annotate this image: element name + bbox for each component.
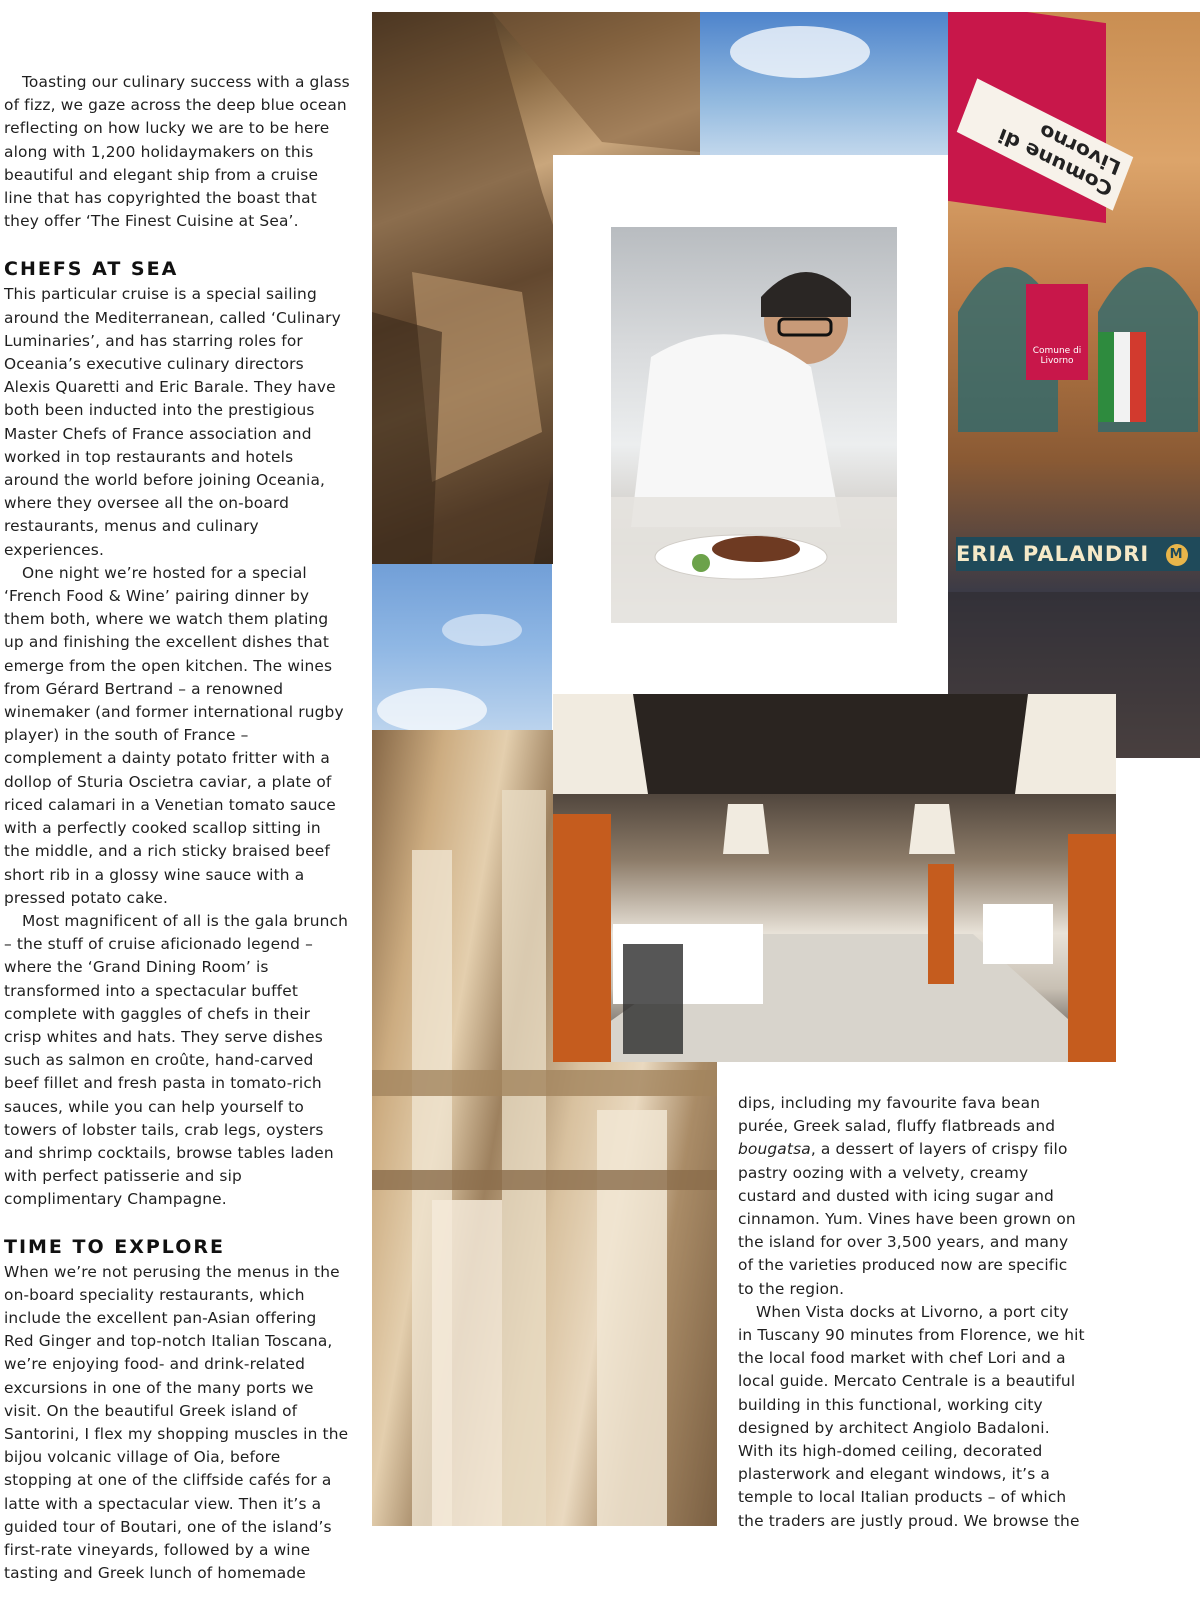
shop-sign <box>956 537 1200 571</box>
paragraph-text: dips, including my favourite fava bean purée, Greek salad, fluffy flatbreads and <box>738 1094 1056 1136</box>
grand-dining-room-photo <box>553 694 1116 1062</box>
chef-plating-photo <box>611 227 897 623</box>
paragraph: When we’re not perusing the menus in the on-board speciality restaurants, which include the excellent pan-Asian offering Red Ginger and top-notch Italian Toscana, we’re enjoying food- and drink-related excursions in one of the many ports we visit. On the beautiful Greek island of Santorini, I flex my shopping muscles in the bijou volcanic village of Oia, before stopping at one of the cliffside cafés for a latte with a spectacular view. Then it’s a guided tour of Boutari, one of the island’s first-rate vineyards, followed by a wine tasting and Greek lunch of homemade <box>4 1262 349 1583</box>
intro-paragraph: Toasting our culinary success with a glass of fizz, we gaze across the deep blue ocean reflecting on how lucky we are to be here along with 1,200 holidaymakers on this beautiful and elegant ship from a cruise line that has copyrighted the boast that they offer ‘The Finest Cuisine at Sea’. <box>4 73 350 231</box>
paragraph: Most magnificent of all is the gala brunch – the stuff of cruise aficionado legend – where the ‘Grand Dining Room’ is transformed into a spectacular buffet complete with gaggles of chefs in their crisp whites and hats. They serve dishes such as salmon en croûte, hand-carved beef fillet and fresh pasta in tomato-rich sauces, while you can help yourself to towers of lobster tails, crab legs, oysters and shrimp cocktails, browse tables laden with perfect patisserie and sip complimentary Champagne. <box>4 911 349 1209</box>
paragraph: This particular cruise is a special sailing around the Mediterranean, called ‘Culinary Luminaries’, and has starring roles for Oceania’s executive culinary directors Alexis Quaretti and Eric Barale. They have both been inducted into the prestigious Master Chefs of France association and worked in top restaurants and hotels around the world before joining Oceania, where they oversee all the on-board restaurants, menus and culinary experiences. <box>4 285 341 559</box>
left-text-column <box>4 71 350 1585</box>
paragraph-text: , a dessert of layers of crispy filo pastry oozing with a velvety, creamy custard and dusted with icing sugar and cinnamon. Yum. Vines have been grown on the island for over 3,500 years, and many of the varieties produced now are specific to the region. <box>738 1140 1076 1298</box>
paragraph <box>738 1092 1086 1301</box>
shop-sign-text: ERIA PALANDRI <box>956 542 1150 566</box>
small-livorno-banner <box>1026 284 1088 380</box>
heading-time-to-explore: TIME TO EXPLORE <box>4 1235 226 1258</box>
dining-room-graphic <box>553 694 1116 1062</box>
shop-logo-icon: M <box>1166 544 1188 566</box>
small-banner-text: Comune di Livorno <box>1032 346 1082 366</box>
italic-word: bougatsa <box>738 1140 811 1159</box>
paragraph: When Vista docks at Livorno, a port city in Tuscany 90 minutes from Florence, we hit the local food market with chef Lori and a local guide. Mercato Centrale is a beautiful building in this functional, working city designed by architect Angiolo Badaloni. With its high-domed ceiling, decorated plasterwork and elegant windows, it’s a temple to local Italian products – of which the traders are justly proud. We browse the <box>738 1302 1085 1530</box>
banner-text: Comune di Livorno <box>957 78 1134 210</box>
heading-chefs-at-sea: CHEFS AT SEA <box>4 258 179 281</box>
chef-graphic <box>611 227 897 623</box>
comune-di-livorno-banner <box>948 12 1124 223</box>
paragraph: One night we’re hosted for a special ‘French Food & Wine’ pairing dinner by them both, where we watch them plating up and finishing the excellent dishes that emerge from the open kitchen. The wines from Gérard Bertrand – a renowned winemaker (and former international rugby player) in the south of France – complement a dainty potato fritter with a dollop of Sturia Oscietra caviar, a plate of riced calamari in a Venetian tomato sauce with a perfectly cooked scallop sitting in the middle, and a rich sticky braised beef short rib in a glossy wine sauce with a pressed potato cake. <box>4 563 344 907</box>
right-text-column <box>738 1092 1086 1533</box>
livorno-market-photo <box>948 12 1200 758</box>
